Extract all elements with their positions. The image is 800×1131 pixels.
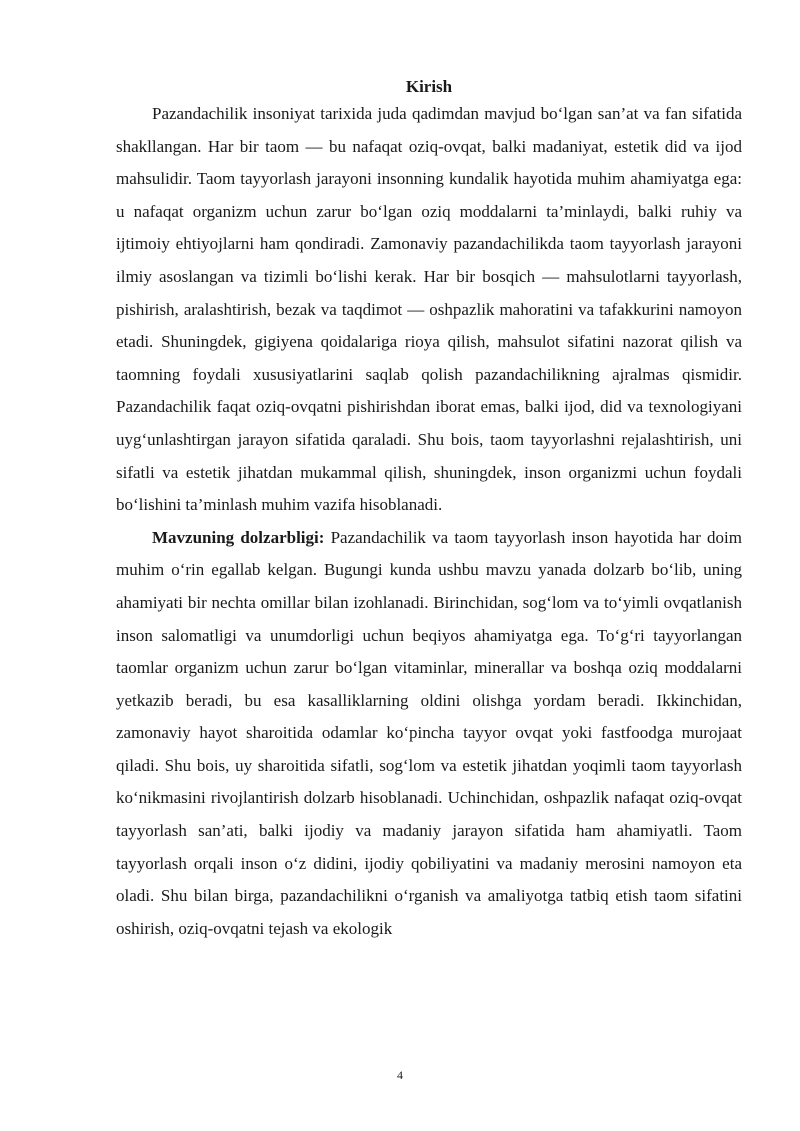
intro-paragraph: Pazandachilik insoniyat tarixida juda qadimdan mavjud bo‘lgan san’at va fan sifatida shakllangan. Har bir taom — bu nafaqat oziq-ovqat, balki madaniyat, estetik did va ijod mahsulidir. Taom tayyorlash jarayoni insonning kundalik hayotida muhim ahamiyatga ega: u nafaqat organizm uchun zarur bo‘lgan oziq moddalarni ta’minlaydi, balki ruhiy va ijtimoiy ehtiyojlarni ham qondiradi. Zamonaviy pazandachilikda taom tayyorlash jarayoni ilmiy asoslangan va tizimli bo‘lishi kerak. Har bir bosqich — mahsulotlarni tayyorlash, pishirish, aralashtirish, bezak va taqdimot — oshpazlik mahoratini va tafakkurini namoyon etadi. Shuningdek, gigiyena qoidalariga rioya qilish, mahsulot sifatini nazorat qilish va taomning foydali xususiyatlarini saqlab qolish pazandachilikning ajralmas qismidir. Pazandachilik faqat oziq-ovqatni pishirishdan iborat emas, balki ijod, did va texnologiyani uyg‘unlashtirgan jarayon sifatida qaraladi. Shu bois, taom tayyorlashni rejalashtirish, uni sifatli va estetik jihatdan mukammal qilish, shuningdek, inson organizmi uchun foydali bo‘lishini ta’minlash muhim vazifa hisoblanadi. (116, 104, 742, 515)
section-title: Kirish (405, 77, 453, 96)
page-body (116, 76, 742, 945)
page-number: 4 (397, 1068, 403, 1082)
relevance-text: Pazandachilik va taom tayyorlash inson hayotida har doim muhim o‘rin egallab kelgan. Bugungi kunda ushbu mavzu yanada dolzarb bo‘lib, uning ahamiyati bir nechta omillar bilan izohlanadi. Birinchidan, sog‘lom va to‘yimli ovqatlanish inson salomatligi va unumdorligi uchun beqiyos ahamiyatga ega. To‘g‘ri tayyorlangan taomlar organizm uchun zarur bo‘lgan vitaminlar, minerallar va boshqa oziq moddalarni yetkazib beradi, bu esa kasalliklarning oldini olishga yordam beradi. Ikkinchidan, zamonaviy hayot sharoitida odamlar ko‘pincha tayyor ovqat yoki fastfoodga murojaat qiladi. Shu bois, uy sharoitida sifatli, sog‘lom va estetik jihatdan yoqimli taom tayyorlash ko‘nikmasini rivojlantirish dolzarb hisoblanadi. Uchinchidan, oshpazlik nafaqat oziq-ovqat tayyorlash san’ati, balki ijodiy va madaniy jarayon sifatida ham ahamiyatli. Taom tayyorlash orqali inson o‘z didini, ijodiy qobiliyatini va madaniy merosini namoyon eta oladi. Shu bilan birga, pazandachilikni o‘rganish va amaliyotga tatbiq etish taom sifatini oshirish, oziq-ovqatni tejash va ekologik (116, 527, 742, 938)
relevance-heading: Mavzuning dolzarbligi: (152, 527, 325, 547)
relevance-paragraph (116, 522, 742, 946)
